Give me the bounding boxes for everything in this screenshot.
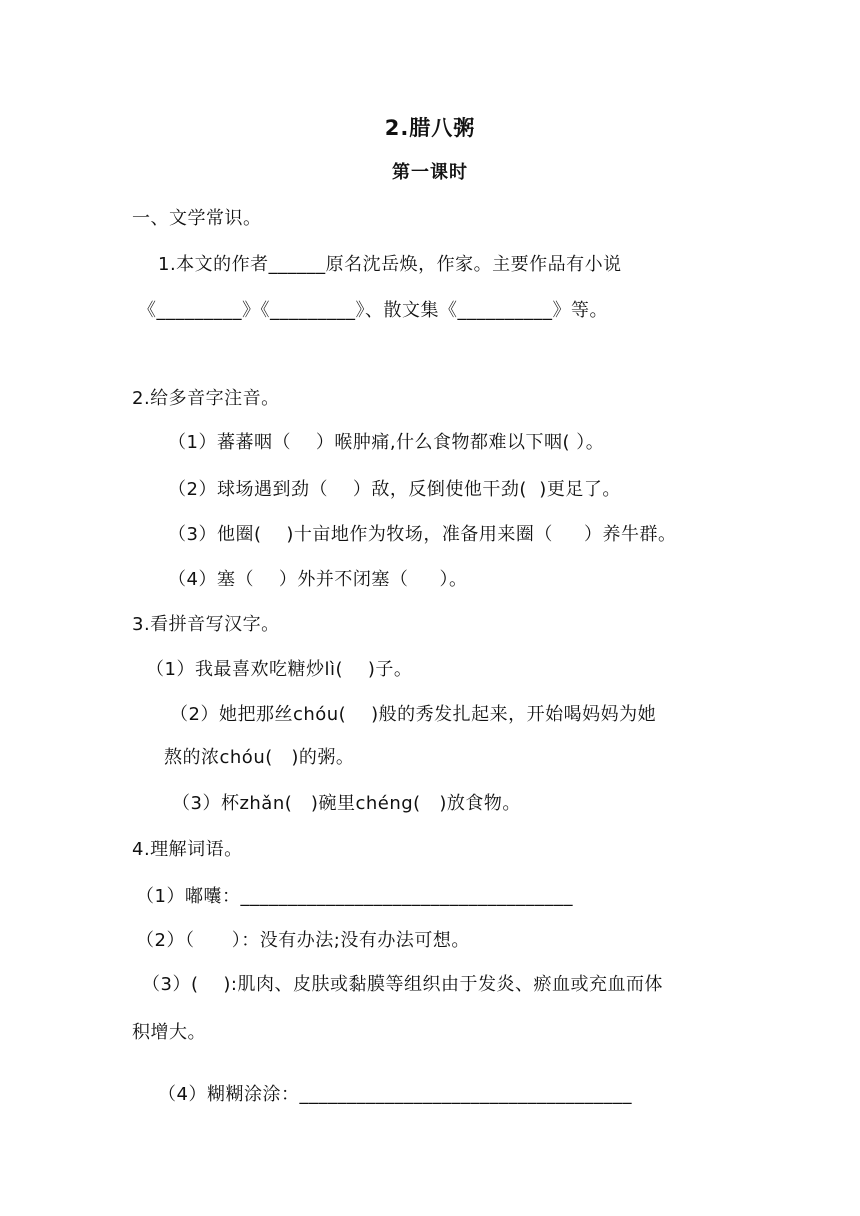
pinyin-item-2: （2）她把那丝chóu( )般的秀发扎起来，开始喝妈妈为她	[170, 704, 657, 725]
polyphone-item-4: （4）塞（ ）外并不闭塞（ ）。	[168, 569, 468, 590]
section-heading-polyphones: 2.给多音字注音。	[132, 388, 280, 409]
question-1-line-2: 《_________》《_________》、散文集《__________》等。	[138, 300, 608, 321]
polyphone-item-2: （2）球场遇到劲（ ）敌，反倒使他干劲( )更足了。	[168, 479, 621, 500]
vocab-item-3-cont: 积增大。	[132, 1022, 206, 1043]
vocab-item-1: （1）嘟囔：___________________________________	[136, 886, 573, 907]
section-heading-literature: 一、文学常识。	[132, 208, 262, 229]
page-subtitle: 第一课时	[392, 162, 468, 183]
question-1-line-1: 1.本文的作者______原名沈岳焕，作家。主要作品有小说	[158, 254, 622, 275]
section-heading-vocabulary: 4.理解词语。	[132, 839, 243, 860]
vocab-item-3: （3）( ):肌肉、皮肤或黏膜等组织由于发炎、瘀血或充血而体	[142, 974, 663, 995]
polyphone-item-3: （3）他圈( )十亩地作为牧场，准备用来圈（ ）养牛群。	[168, 524, 677, 545]
vocab-item-4: （4）糊糊涂涂：___________________________________	[158, 1084, 632, 1105]
pinyin-item-2-cont: 熬的浓chóu( )的粥。	[164, 747, 355, 768]
section-heading-pinyin: 3.看拼音写汉字。	[132, 614, 280, 635]
pinyin-item-1: （1）我最喜欢吃糖炒lì( )子。	[146, 659, 413, 680]
vocab-item-2: （2）（ ）：没有办法;没有办法可想。	[136, 930, 470, 951]
pinyin-item-3: （3）杯zhǎn( )碗里chéng( )放食物。	[172, 793, 521, 814]
page-title: 2.腊八粥	[384, 116, 476, 140]
polyphone-item-1: （1）蕃蕃咽（ ）喉肿痛,什么食物都难以下咽( ）。	[168, 432, 605, 453]
